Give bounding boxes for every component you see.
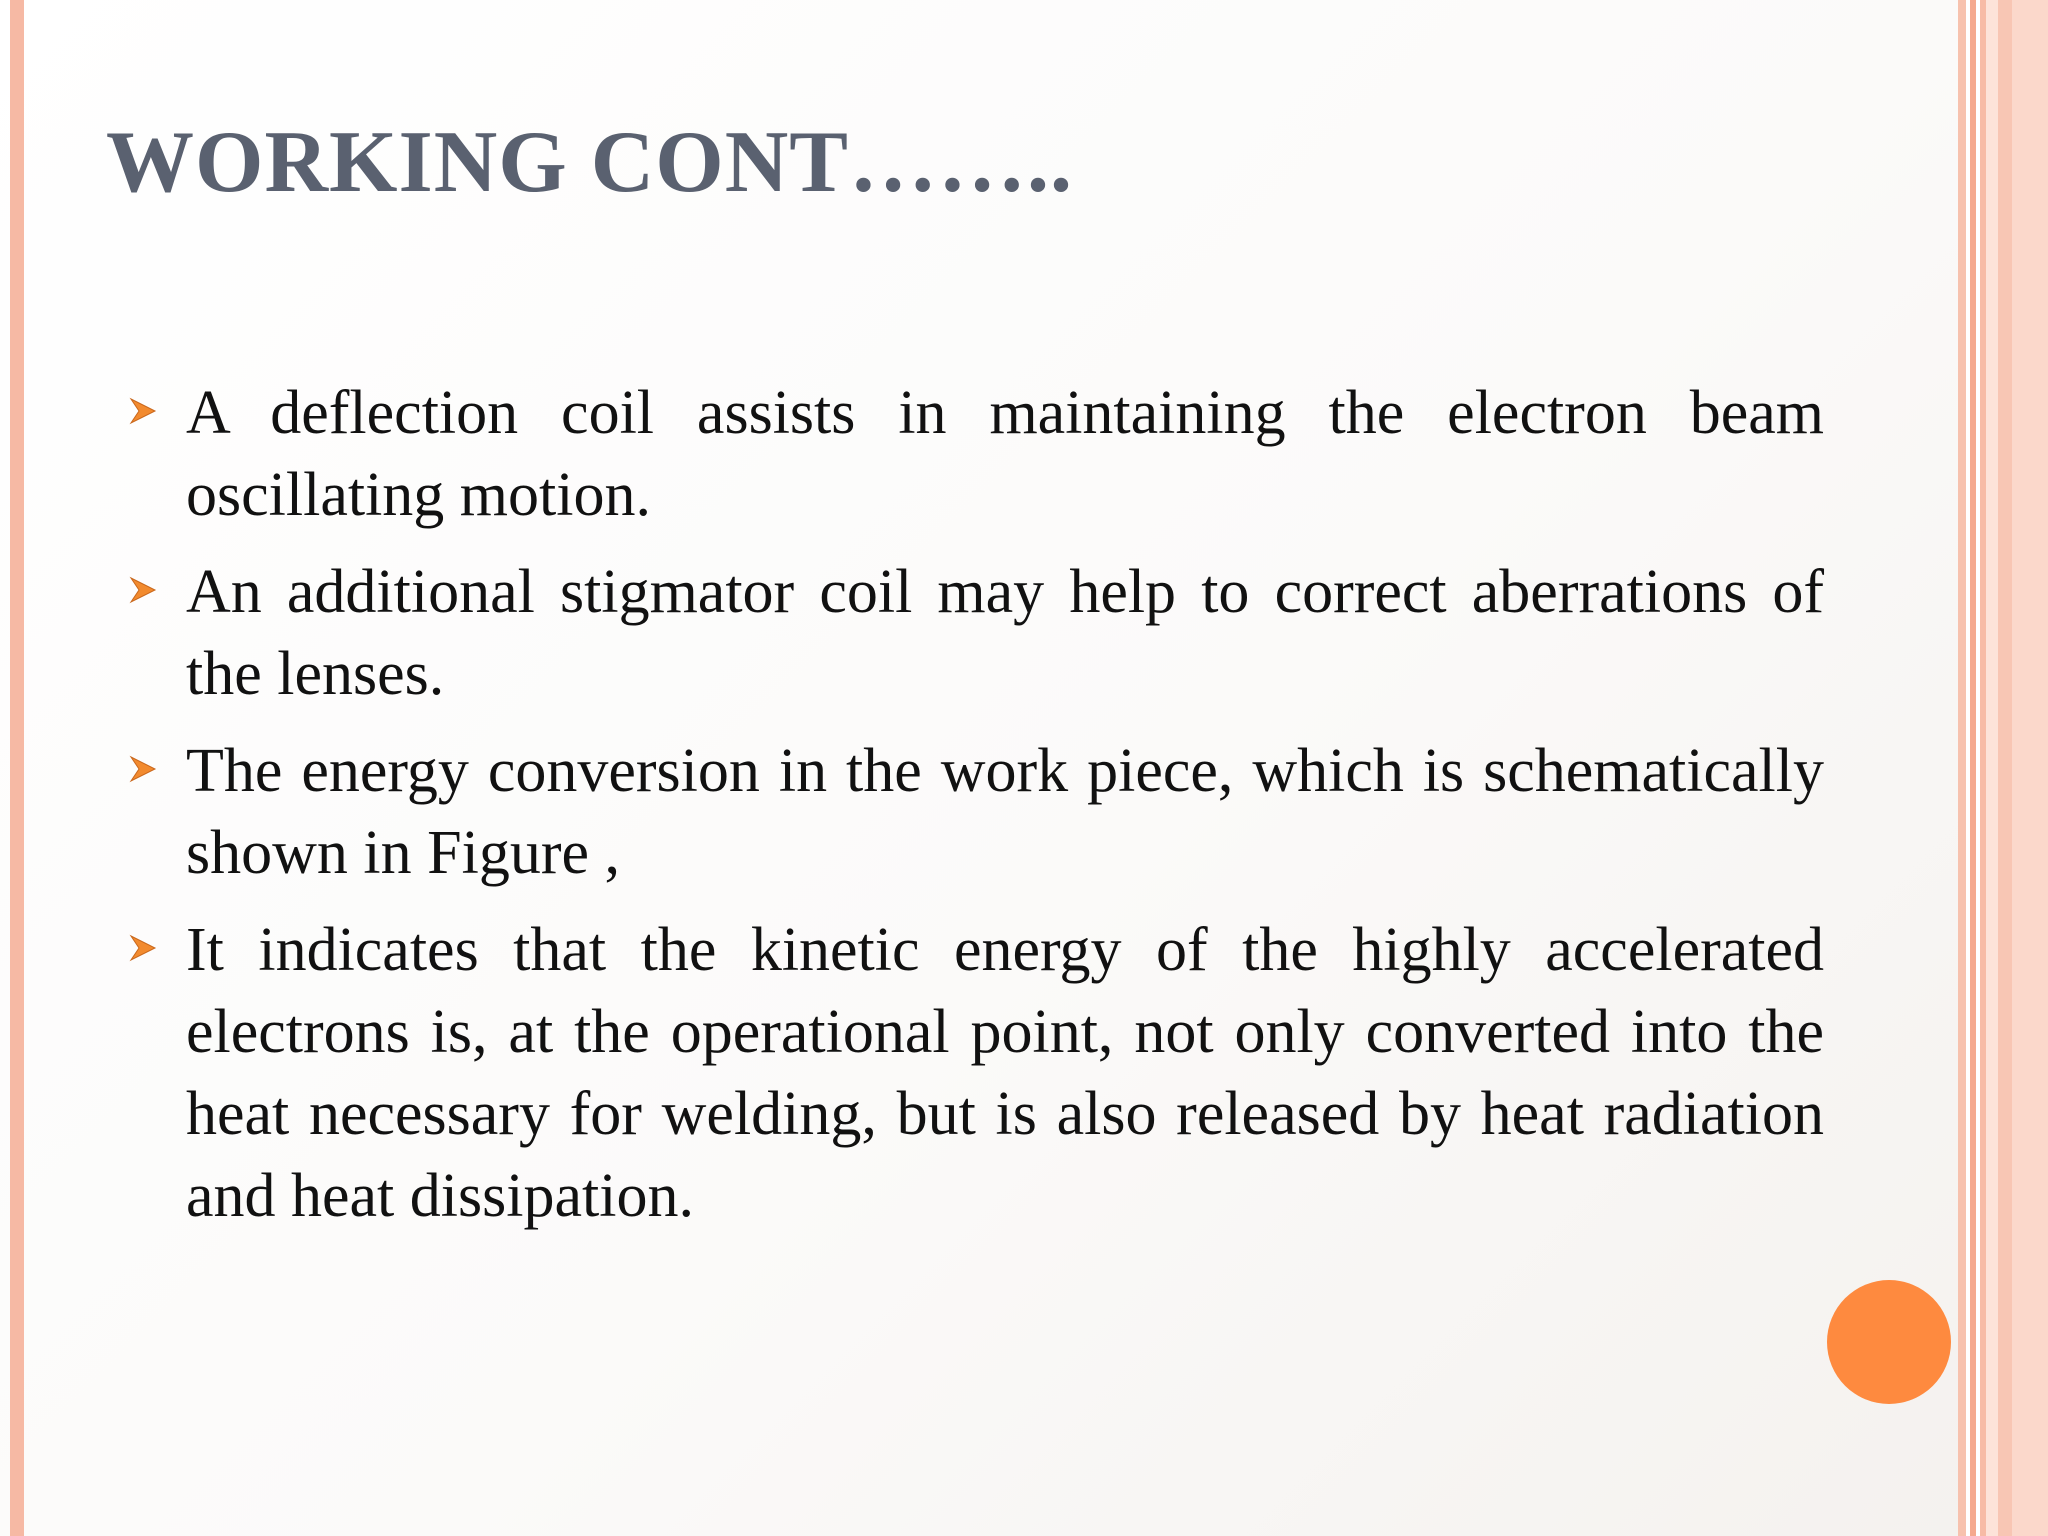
- accent-circle: [1827, 1280, 1951, 1404]
- bullet-text: An additional stigmator coil may help to correct aberrations of the lenses.: [186, 558, 1824, 708]
- arrowhead-bullet-icon: [128, 933, 158, 963]
- bullet-list: [120, 372, 1824, 1252]
- bullet-item: [120, 909, 1824, 1237]
- bullet-text: It indicates that the kinetic energy of the highly accelerated electrons is, at the operational point, not only converted into the heat necessary for welding, but is also released by heat radiation and heat dissipation.: [186, 916, 1824, 1230]
- bullet-text: The energy conversion in the work piece, which is schematically shown in Figure ,: [186, 737, 1824, 887]
- arrowhead-bullet-icon: [128, 575, 158, 605]
- right-border-stripe: [2012, 0, 2048, 1536]
- bullet-item: [120, 372, 1824, 536]
- right-border-stripe: [1958, 0, 1966, 1536]
- right-border-stripe: [1998, 0, 2012, 1536]
- arrowhead-bullet-icon: [128, 754, 158, 784]
- bullet-item: [120, 551, 1824, 715]
- arrowhead-bullet-icon: [128, 396, 158, 426]
- slide-title: WORKING CONT……..: [106, 114, 1073, 211]
- left-border-stripe: [10, 0, 24, 1536]
- bullet-item: [120, 730, 1824, 894]
- right-border-stripe: [1986, 0, 1998, 1536]
- bullet-text: A deflection coil assists in maintaining the electron beam oscillating motion.: [186, 379, 1824, 529]
